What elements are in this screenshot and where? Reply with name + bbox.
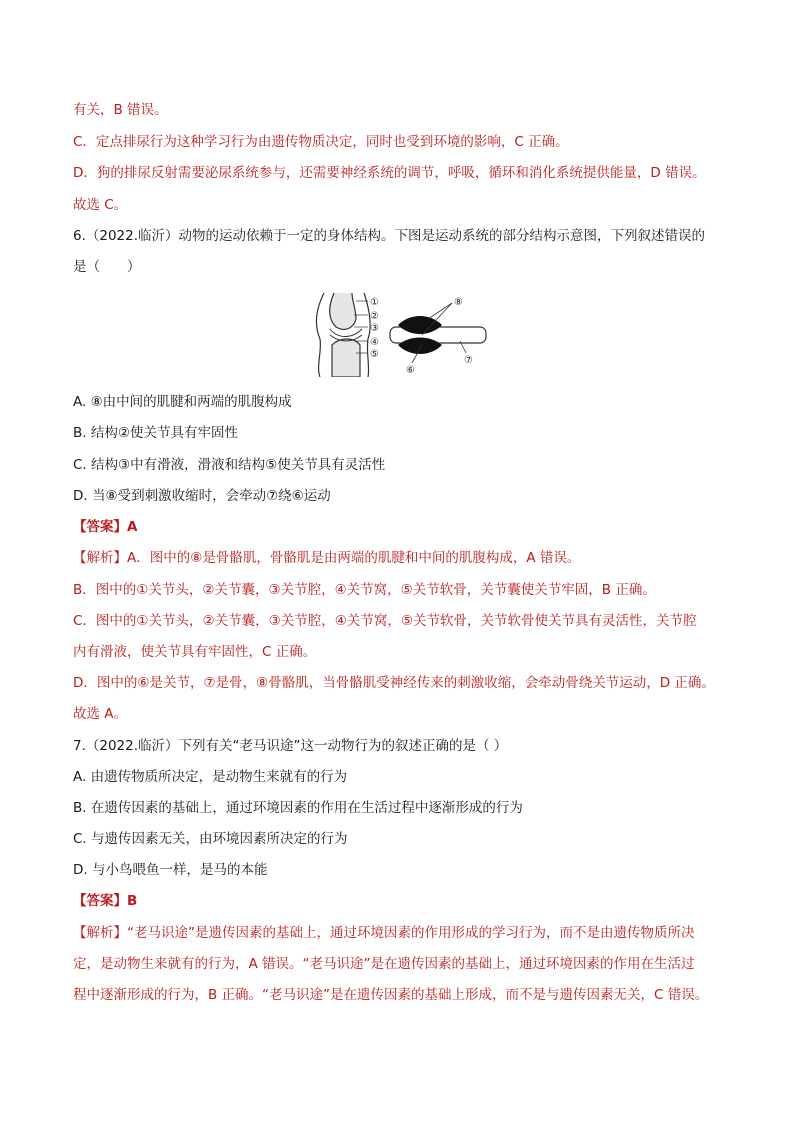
- q7-answer: 【答案】B: [73, 893, 138, 909]
- q6-option-a: A. ⑧由中间的肌腱和两端的肌腹构成: [73, 394, 292, 410]
- q7-option-d: D. 与小鸟喂鱼一样，是马的本能: [73, 862, 268, 878]
- label-7: ⑦: [464, 355, 473, 366]
- q6-answer: 【答案】A: [73, 519, 138, 535]
- q7-analysis-line-2: 定，是动物生来就有的行为，A 错误。“老马识途”是在遗传因素的基础上，通过环境因素的作用在生活过: [73, 956, 695, 972]
- label-1: ①: [370, 297, 379, 308]
- label-2: ②: [370, 311, 379, 322]
- label-4: ④: [370, 337, 379, 348]
- q7-analysis-line-1: 【解析】“老马识途”是遗传因素的基础上，通过环境因素的作用形成的学习行为，而不是由遗传物质所决: [73, 925, 695, 941]
- q6-analysis-line-5: D．图中的⑥是关节，⑦是骨，⑧骨骼肌，当骨骼肌受神经传来的刺激收缩，会牵动骨绕关节运动，D 正确。: [73, 675, 715, 691]
- joint-muscle-diagram: [310, 291, 490, 377]
- label-6: ⑥: [406, 365, 415, 376]
- q6-analysis-line-4: 内有滑液，使关节具有牢固性，C 正确。: [73, 644, 317, 660]
- label-3: ③: [370, 323, 379, 334]
- prev-analysis-line-4: 故选 C。: [73, 197, 128, 213]
- prev-analysis-line-3: D．狗的排尿反射需要泌尿系统参与，还需要神经系统的调节，呼吸，循环和消化系统提供能量，D 错误。: [73, 165, 706, 181]
- q6-option-d: D. 当⑧受到刺激收缩时，会牵动⑦绕⑥运动: [73, 488, 331, 504]
- q7-stem: 7.（2022.临沂）下列有关“老马识途”这一动物行为的叙述正确的是（ ）: [73, 738, 508, 754]
- q7-option-b: B. 在遗传因素的基础上，通过环境因素的作用在生活过程中逐渐形成的行为: [73, 800, 523, 816]
- q6-option-b: B. 结构②使关节具有牢固性: [73, 425, 238, 441]
- q6-stem-line-2: 是（ ）: [73, 259, 141, 275]
- prev-analysis-line-2: C．定点排尿行为这种学习行为由遗传物质决定，同时也受到环境的影响，C 正确。: [73, 134, 569, 150]
- q6-analysis-line-1: 【解析】A．图中的⑧是骨骼肌，骨骼肌是由两端的肌腱和中间的肌腹构成，A 错误。: [73, 550, 581, 566]
- q6-analysis-line-2: B．图中的①关节头，②关节囊，③关节腔，④关节窝，⑤关节软骨，关节囊使关节牢固，B 正确。: [73, 582, 656, 598]
- prev-analysis-line-1: 有关，B 错误。: [73, 102, 168, 118]
- q6-option-c: C. 结构③中有滑液，滑液和结构⑤使关节具有灵活性: [73, 457, 386, 473]
- q6-analysis-line-3: C．图中的①关节头，②关节囊，③关节腔，④关节窝，⑤关节软骨，关节软骨使关节具有灵活性，关节腔: [73, 613, 697, 629]
- q6-stem-line-1: 6.（2022.临沂）动物的运动依赖于一定的身体结构。下图是运动系统的部分结构示意图，下列叙述错误的: [73, 228, 706, 244]
- q7-option-a: A. 由遗传物质所决定，是动物生来就有的行为: [73, 769, 348, 785]
- label-5: ⑤: [370, 349, 379, 360]
- q7-analysis-line-3: 程中逐渐形成的行为，B 正确。“老马识途”是在遗传因素的基础上形成，而不是与遗传因素无关，C 错误。: [73, 987, 709, 1003]
- label-8: ⑧: [454, 297, 463, 308]
- q6-analysis-line-6: 故选 A。: [73, 706, 128, 722]
- q7-option-c: C. 与遗传因素无关，由环境因素所决定的行为: [73, 831, 348, 847]
